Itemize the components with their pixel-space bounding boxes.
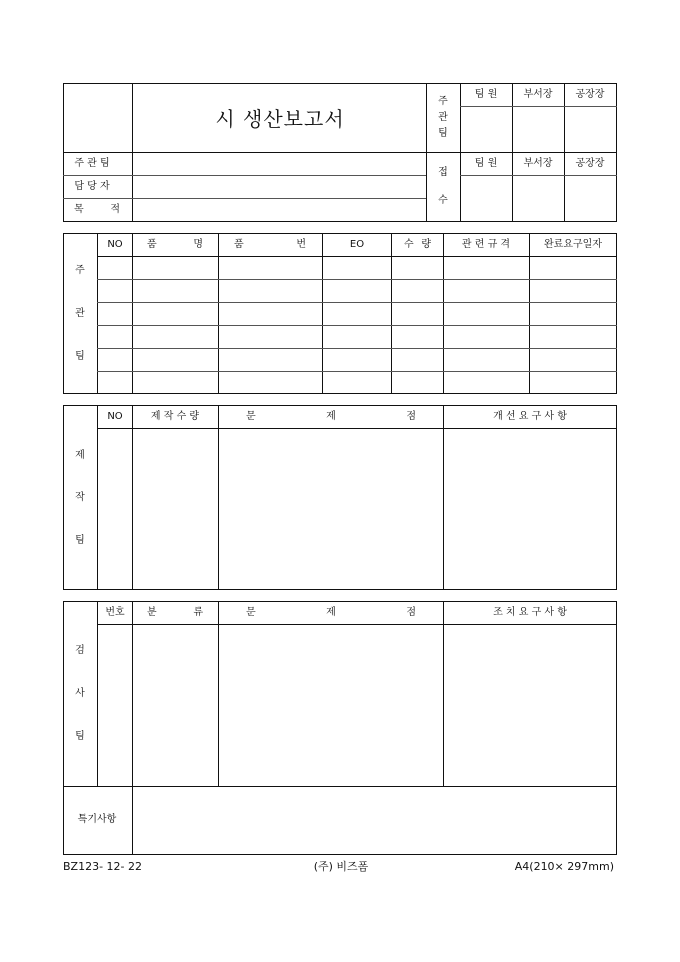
approval-col-plant-head: 공장장 [575,89,605,100]
receipt-col-plant-head: 공장장 [575,158,605,169]
divider [460,175,617,176]
divider [97,371,617,372]
main-side-1: 주 [75,265,85,276]
divider [97,405,98,590]
divider [443,405,444,590]
production-col-no: NO [107,411,123,422]
approval-col-member: 팀 원 [474,89,498,100]
approval-bottom-label-2: 수 [438,195,448,206]
inspection-side-1: 검 [75,645,85,656]
divider [63,152,617,153]
divider [97,302,617,303]
approval-bottom-label-1: 접 [438,167,448,178]
divider [97,348,617,349]
main-side-3: 팀 [75,351,85,362]
divider [63,175,426,176]
divider [218,405,219,590]
inspection-team-table [63,601,617,855]
main-team-table [63,233,617,394]
info-label-purpose [74,204,120,216]
main-col-eo: EO [349,239,365,250]
divider [97,279,617,280]
main-col-due-date: 완료요구일자 [544,239,602,250]
divider [391,233,392,394]
main-col-spec: 관 련 규 격 [461,239,511,250]
main-col-no: NO [107,239,123,250]
main-col-quantity: 수 량 [404,239,431,250]
footer-form-code: BZ123- 12- 22 [63,860,143,873]
divider [443,233,444,394]
inspection-col-action: 조 치 요 구 사 항 [493,607,567,618]
main-side-2: 관 [75,308,85,319]
main-col-part-no: 품 번 [234,239,306,250]
production-team-table [63,405,617,590]
purpose-char-1: 목 [74,204,84,215]
receipt-col-manager: 부서장 [523,158,553,169]
production-col-qty: 제 작 수 량 [150,411,200,422]
production-col-improve: 개 선 요 구 사 항 [493,411,567,422]
divider [97,428,617,429]
divider [97,624,617,625]
approval-top-label-1: 주 [438,96,448,107]
remarks-label: 특기사항 [77,814,117,825]
production-col-problem: 문 제 점 [246,411,416,422]
purpose-char-2: 적 [110,204,120,215]
production-side-2: 작 [75,492,85,503]
footer-paper-size: A4(210× 297mm) [514,860,614,873]
divider [460,106,617,107]
main-col-product-name: 품 명 [147,239,203,250]
info-label-owner: 담 당 자 [74,181,110,192]
divider [218,601,219,786]
divider [529,233,530,394]
divider [97,233,98,394]
divider [132,405,133,590]
divider [63,786,617,787]
approval-col-manager: 부서장 [523,89,553,100]
receipt-col-member: 팀 원 [474,158,498,169]
inspection-side-3: 팀 [75,731,85,742]
divider [97,256,617,257]
divider [218,233,219,394]
divider [63,198,426,199]
divider [97,601,98,786]
divider [97,325,617,326]
divider [322,233,323,394]
inspection-col-category: 분 류 [147,607,203,618]
page-title: 시 생산보고서 [215,107,345,131]
inspection-col-no: 번호 [105,607,125,618]
footer-company: (주) 비즈폼 [313,860,369,873]
divider [132,601,133,855]
approval-top-label-2: 관 [438,112,448,123]
production-side-1: 제 [75,450,85,461]
inspection-col-problem: 문 제 점 [246,607,416,618]
inspection-side-2: 사 [75,688,85,699]
production-side-3: 팀 [75,535,85,546]
approval-top-label-3: 팀 [438,128,448,139]
divider [132,233,133,394]
divider [443,601,444,786]
info-label-team: 주 관 팀 [74,158,110,169]
